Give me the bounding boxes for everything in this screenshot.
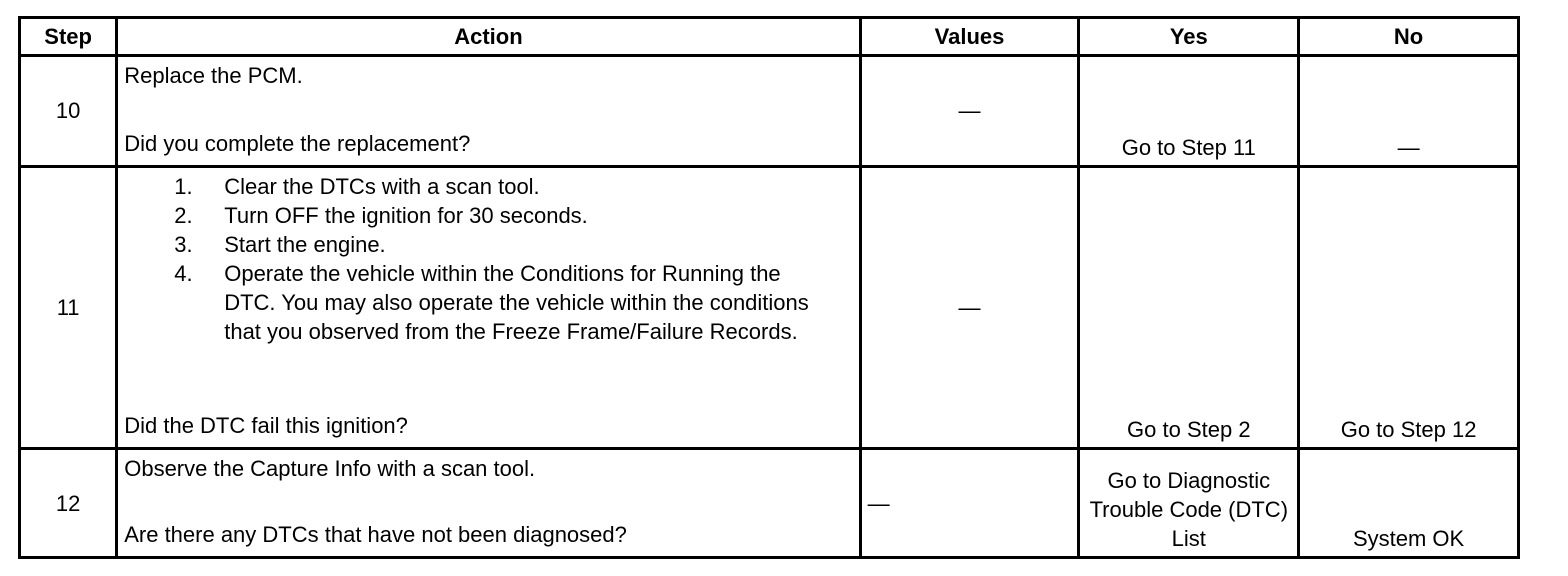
- header-row: [20, 18, 1519, 56]
- action-instruction: Replace the PCM.: [124, 63, 303, 88]
- table-row-step-11: [20, 166, 1519, 449]
- list-item-text: Start the engine.: [224, 231, 386, 257]
- action-question: Did the DTC fail this ignition?: [124, 412, 408, 438]
- no-cell: System OK: [1299, 449, 1519, 558]
- list-item-number: 2.: [174, 202, 193, 228]
- action-question: Did you complete the replacement?: [124, 131, 471, 156]
- list-item-text: Operate the vehicle within the Conditions for Running the DTC. You may also operate the vehicle within the conditions that you observed from the Freeze Frame/Failure Records.: [224, 260, 809, 344]
- no-cell: Go to Step 12: [1299, 166, 1519, 449]
- list-item-number: 4.: [174, 260, 193, 286]
- header-no: No: [1299, 18, 1519, 56]
- header-action: Action: [117, 18, 860, 56]
- step-number: 12: [20, 449, 117, 558]
- list-item-text: Turn OFF the ignition for 30 seconds.: [224, 202, 588, 228]
- diagnostic-table: [18, 16, 1520, 559]
- action-step-list: [124, 172, 852, 346]
- list-item-text: Clear the DTCs with a scan tool.: [224, 173, 540, 199]
- list-item: [174, 230, 852, 259]
- header-yes: Yes: [1079, 18, 1299, 56]
- action-cell: [117, 449, 860, 558]
- values-cell: —: [860, 449, 1079, 558]
- list-item-number: 1.: [174, 173, 193, 199]
- header-step: Step: [20, 18, 117, 56]
- yes-cell: Go to Diagnostic Trouble Code (DTC) List: [1079, 449, 1299, 558]
- table-row-step-10: [20, 56, 1519, 167]
- values-cell: —: [860, 166, 1079, 449]
- yes-cell: Go to Step 2: [1079, 166, 1299, 449]
- table-row-step-12: [20, 449, 1519, 558]
- yes-cell: Go to Step 11: [1079, 56, 1299, 167]
- list-item: [174, 172, 852, 201]
- values-cell: —: [860, 56, 1079, 167]
- header-values: Values: [860, 18, 1079, 56]
- action-question: Are there any DTCs that have not been diagnosed?: [124, 522, 627, 548]
- action-instruction: Observe the Capture Info with a scan tool.: [124, 456, 536, 482]
- action-cell: [117, 166, 860, 449]
- step-number: 11: [20, 166, 117, 449]
- step-number: 10: [20, 56, 117, 167]
- list-item: [174, 259, 852, 346]
- list-item: [174, 201, 852, 230]
- no-cell: —: [1299, 56, 1519, 167]
- list-item-number: 3.: [174, 231, 193, 257]
- action-cell: [117, 56, 860, 167]
